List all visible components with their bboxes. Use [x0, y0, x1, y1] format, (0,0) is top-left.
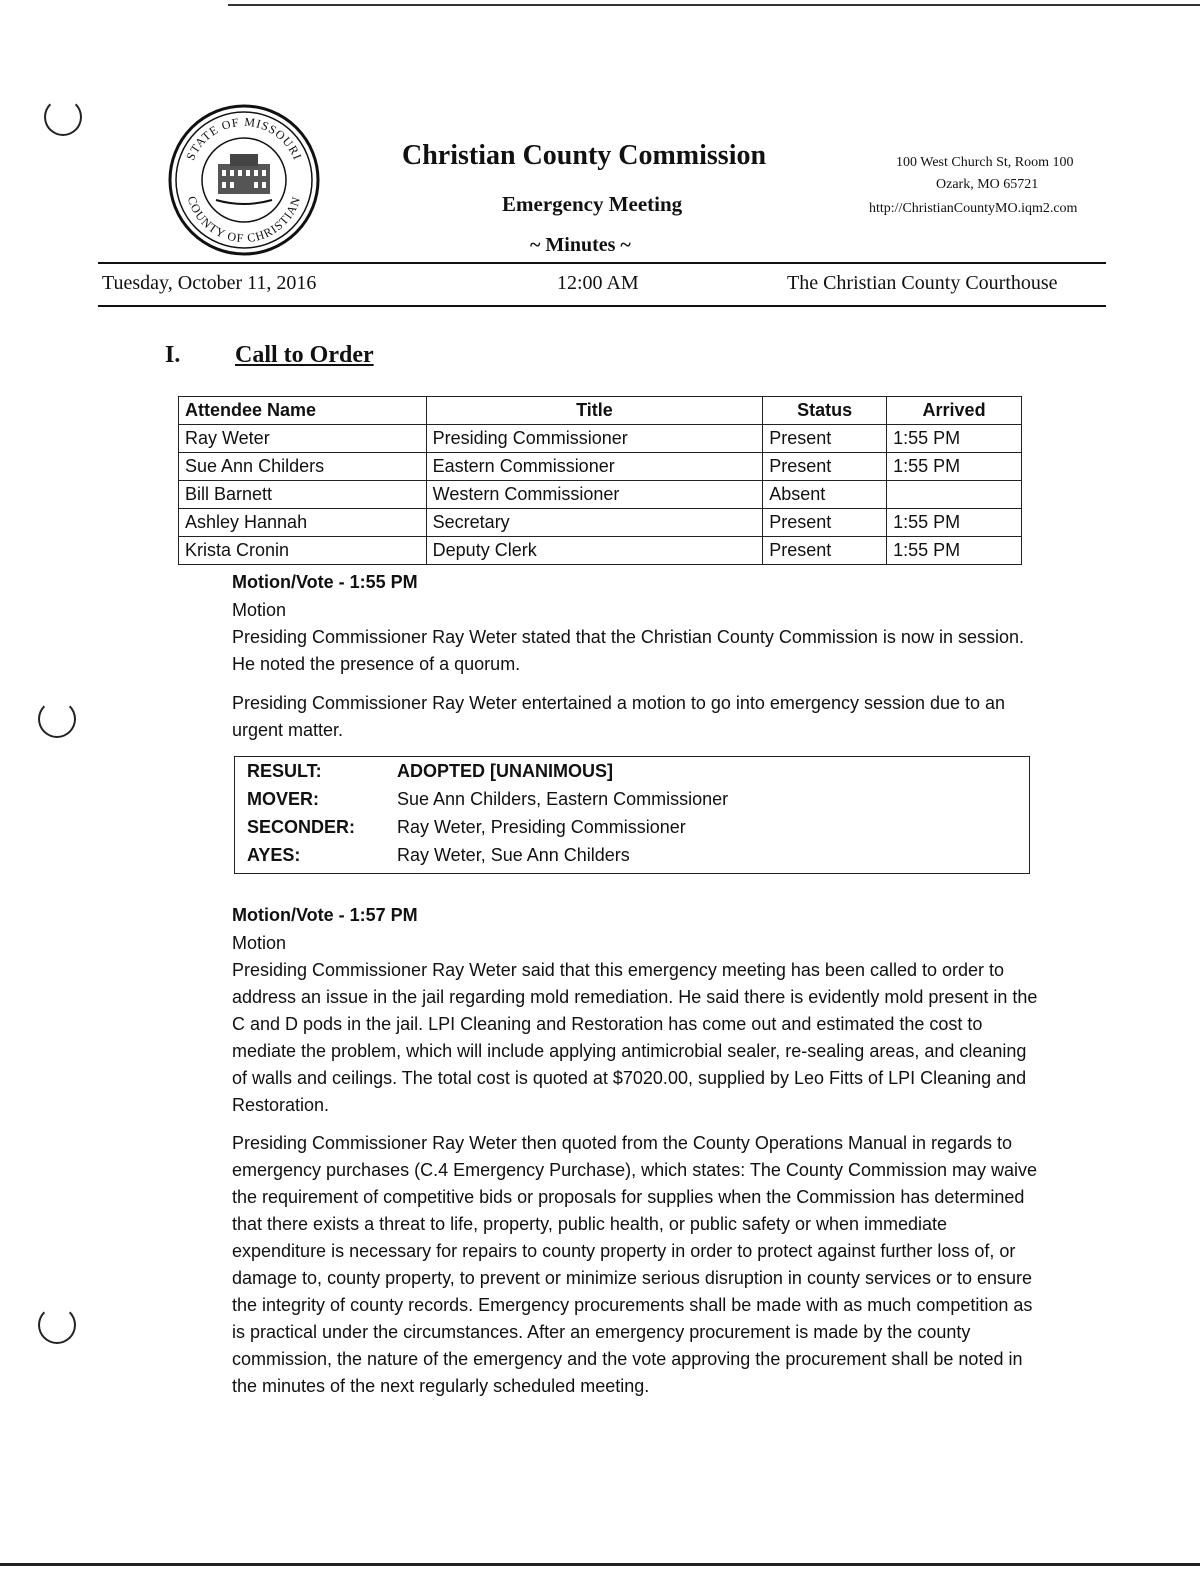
hole-punch-mark [38, 1306, 76, 1344]
attendee-name: Sue Ann Childers [179, 453, 427, 481]
column-header: Title [426, 397, 763, 425]
ayes-label: AYES: [247, 845, 301, 865]
attendee-status: Present [763, 509, 887, 537]
section-number: I. [165, 342, 181, 368]
attendee-status: Present [763, 425, 887, 453]
motion-paragraph: Presiding Commissioner Ray Weter then quoted from the County Operations Manual in regards to emergency purchases (C.4 Emergency Purchase), which states: The County Commission may waive the requirement of competitive bids or proposals for supplies when the Commission has determined that there exists a threat to life, property, public health, or public safety or when immediate expenditure is necessary for repairs to county property in order to protect against further loss of, or damage to, county property, to prevent or minimize serious disruption in county services or to ensure the integrity of county records. Emergency procurements shall be made with as much competition as is practical under the circumstances. After an emergency procurement is made by the county commission, the nature of the emergency and the vote approving the procurement shall be noted in the minutes of the next regularly scheduled meeting. [232, 1133, 1037, 1396]
attendee-name: Bill Barnett [179, 481, 427, 509]
attendee-arrived: 1:55 PM [887, 425, 1022, 453]
table-header-row [179, 397, 1022, 425]
attendee-name: Ray Weter [179, 425, 427, 453]
commission-title: Christian County Commission [402, 140, 767, 171]
column-header: Status [763, 397, 887, 425]
hole-punch-mark [44, 98, 82, 136]
motion-paragraph: Presiding Commissioner Ray Weter said that this emergency meeting has been called to order to address an issue in the jail regarding mold remediation. He said there is evidently mold present in the C and D pods in the jail. LPI Cleaning and Restoration has come out and estimated the cost to mediate the problem, which will include applying antimicrobial sealer, re-sealing areas, and cleaning of walls and ceilings. The total cost is quoted at $7020.00, supplied by Leo Fitts of LPI Cleaning and Restoration. [232, 960, 1038, 1115]
mover-label: MOVER: [247, 789, 319, 809]
motion-paragraph: Presiding Commissioner Ray Weter entertained a motion to go into emergency session due to an urgent matter. [232, 693, 1006, 740]
attendee-title: Eastern Commissioner [426, 453, 763, 481]
section-title: Call to Order [235, 342, 374, 368]
meeting-time: 12:00 AM [557, 272, 639, 294]
meeting-location: The Christian County Courthouse [787, 272, 1058, 294]
column-header: Attendee Name [179, 397, 427, 425]
hole-punch-mark [38, 700, 76, 738]
address-line-2: Ozark, MO 65721 [936, 177, 1039, 192]
motion-heading: Motion/Vote - 1:55 PM [232, 572, 418, 592]
motion-label: Motion [232, 600, 287, 620]
website-link[interactable]: http://ChristianCountyMO.iqm2.com [869, 201, 1078, 216]
seconder-value: Ray Weter, Presiding Commissioner [397, 817, 686, 837]
table-row [179, 509, 1022, 537]
meeting-type: Emergency Meeting [502, 192, 683, 216]
top-border-line [228, 4, 1200, 6]
attendee-arrived: 1:55 PM [887, 509, 1022, 537]
attendee-title: Deputy Clerk [426, 537, 763, 565]
address-line-1: 100 West Church St, Room 100 [896, 155, 1074, 170]
meeting-date: Tuesday, October 11, 2016 [102, 272, 317, 294]
attendee-table [178, 396, 1022, 565]
motion-label: Motion [232, 933, 287, 953]
minutes-label: ~ Minutes ~ [530, 234, 631, 256]
motion-paragraph: Presiding Commissioner Ray Weter stated that the Christian County Commission is now in session. He noted the presence of a quorum. [232, 627, 1024, 674]
header-rule-bottom [98, 305, 1106, 307]
county-seal-icon [168, 104, 320, 256]
attendee-name: Ashley Hannah [179, 509, 427, 537]
table-row [179, 481, 1022, 509]
attendee-title: Western Commissioner [426, 481, 763, 509]
seal-text-bottom: COUNTY OF CHRISTIAN [184, 194, 304, 246]
column-header: Arrived [887, 397, 1022, 425]
seconder-label: SECONDER: [247, 817, 356, 837]
motion-heading: Motion/Vote - 1:57 PM [232, 905, 418, 925]
attendee-status: Present [763, 453, 887, 481]
result-value: ADOPTED [UNANIMOUS] [397, 761, 613, 781]
result-label: RESULT: [247, 761, 322, 781]
attendee-status: Absent [763, 481, 887, 509]
table-row [179, 453, 1022, 481]
table-row [179, 537, 1022, 565]
attendee-arrived [887, 481, 1022, 509]
ayes-value: Ray Weter, Sue Ann Childers [397, 845, 630, 865]
mover-value: Sue Ann Childers, Eastern Commissioner [397, 789, 729, 809]
table-row [179, 425, 1022, 453]
vote-result-box [234, 756, 1030, 874]
header-rule-top [98, 262, 1106, 264]
svg-text:COUNTY OF CHRISTIAN [185, 194, 304, 245]
attendee-title: Presiding Commissioner [426, 425, 763, 453]
attendee-name: Krista Cronin [179, 537, 427, 565]
bottom-border-line [0, 1563, 1200, 1566]
seal-text-top: STATE OF MISSOURI [183, 114, 305, 163]
attendee-arrived: 1:55 PM [887, 453, 1022, 481]
attendee-status: Present [763, 537, 887, 565]
attendee-title: Secretary [426, 509, 763, 537]
attendee-arrived: 1:55 PM [887, 537, 1022, 565]
